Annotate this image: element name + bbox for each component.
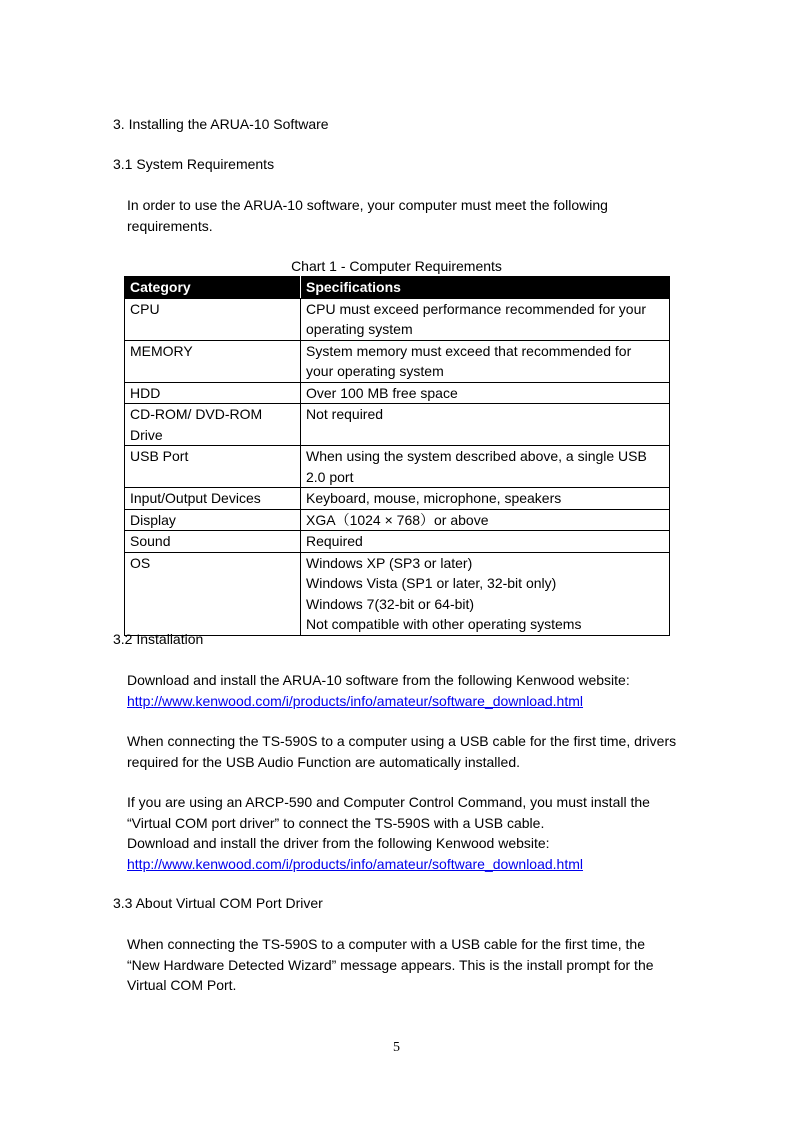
table-row bbox=[125, 531, 670, 553]
spec-line: operating system bbox=[306, 321, 413, 337]
usb-line: required for the USB Audio Function are automatically installed. bbox=[127, 753, 520, 770]
spec-cell bbox=[301, 509, 670, 531]
category-cell: Display bbox=[125, 509, 301, 531]
spec-line: CPU must exceed performance recommended for your bbox=[306, 300, 647, 317]
header-specifications: Specifications bbox=[301, 277, 670, 299]
category-cell: HDD bbox=[125, 382, 301, 404]
spec-line: 2.0 port bbox=[306, 468, 354, 485]
section-3-2-usb-note bbox=[127, 731, 676, 772]
arcp-line: Download and install the driver from the following Kenwood website: bbox=[127, 835, 550, 851]
spec-line: Keyboard, mouse, microphone, speakers bbox=[306, 490, 562, 506]
category-cell: OS bbox=[125, 552, 301, 635]
table-row bbox=[125, 488, 670, 510]
spec-line: XGA（1024 × 768）or above bbox=[306, 511, 489, 528]
category-cell: Input/Output Devices bbox=[125, 488, 301, 510]
table-row bbox=[125, 404, 670, 446]
category-cell: CD-ROM/ DVD-ROM Drive bbox=[125, 404, 301, 446]
arcp-line: “Virtual COM port driver” to connect the TS-590S with a USB cable. bbox=[127, 814, 545, 831]
spec-cell bbox=[301, 340, 670, 382]
table-row bbox=[125, 298, 670, 340]
spec-cell bbox=[301, 298, 670, 340]
spec-cell bbox=[301, 446, 670, 488]
section-3-1-intro bbox=[127, 195, 608, 236]
spec-cell bbox=[301, 382, 670, 404]
category-cell: CPU bbox=[125, 298, 301, 340]
usb-line: When connecting the TS-590S to a computer using a USB cable for the first time, drivers bbox=[127, 733, 677, 749]
spec-line: Windows Vista (SP1 or later, 32-bit only) bbox=[306, 575, 557, 591]
section-3-2-arcp-note bbox=[127, 792, 650, 874]
spec-line: Not required bbox=[306, 406, 384, 422]
table-row bbox=[125, 446, 670, 488]
download-text: Download and install the ARUA-10 software from the following Kenwood website: bbox=[127, 672, 630, 688]
arcp-line: If you are using an ARCP-590 and Computer Control Command, you must install the bbox=[127, 794, 650, 810]
table-row bbox=[125, 340, 670, 382]
spec-line: When using the system described above, a single USB bbox=[306, 448, 647, 464]
intro-line: requirements. bbox=[127, 217, 213, 234]
driver-download-link[interactable]: http://www.kenwood.com/i/products/info/amateur/software_download.html bbox=[127, 855, 584, 872]
spec-cell bbox=[301, 404, 670, 446]
table-row bbox=[125, 552, 670, 635]
spec-cell bbox=[301, 531, 670, 553]
spec-line: Windows XP (SP3 or later) bbox=[306, 554, 473, 571]
spec-line: System memory must exceed that recommended for bbox=[306, 342, 632, 359]
spec-line: Windows 7(32-bit or 64-bit) bbox=[306, 595, 475, 612]
section-3-3-title: 3.3 About Virtual COM Port Driver bbox=[113, 895, 323, 911]
section-3-2-title: 3.2 Installation bbox=[113, 631, 204, 647]
download-link[interactable]: http://www.kenwood.com/i/products/info/amateur/software_download.html bbox=[127, 692, 584, 709]
spec-line: Over 100 MB free space bbox=[306, 384, 458, 401]
table-header-row bbox=[125, 277, 670, 299]
intro-line: In order to use the ARUA-10 software, your computer must meet the following bbox=[127, 197, 608, 213]
spec-line: Required bbox=[306, 533, 363, 549]
spec-cell bbox=[301, 552, 670, 635]
section-3-2-download bbox=[127, 670, 630, 711]
table-row bbox=[125, 382, 670, 404]
table-row bbox=[125, 509, 670, 531]
chart-caption: Chart 1 - Computer Requirements bbox=[291, 258, 502, 274]
body-line: When connecting the TS-590S to a computer with a USB cable for the first time, the bbox=[127, 936, 645, 952]
category-cell: USB Port bbox=[125, 446, 301, 488]
spec-line: Not compatible with other operating systems bbox=[306, 616, 582, 632]
section-3-3-body bbox=[127, 934, 654, 996]
spec-line: your operating system bbox=[306, 363, 444, 379]
spec-cell bbox=[301, 488, 670, 510]
section-3-title: 3. Installing the ARUA-10 Software bbox=[113, 116, 329, 132]
header-category: Category bbox=[125, 277, 301, 299]
category-cell: MEMORY bbox=[125, 340, 301, 382]
body-line: “New Hardware Detected Wizard” message appears. This is the install prompt for the bbox=[127, 956, 654, 973]
body-line: Virtual COM Port. bbox=[127, 977, 237, 993]
page-number: 5 bbox=[393, 1040, 400, 1055]
category-cell: Sound bbox=[125, 531, 301, 553]
section-3-1-title: 3.1 System Requirements bbox=[113, 156, 275, 172]
requirements-table bbox=[124, 276, 670, 636]
